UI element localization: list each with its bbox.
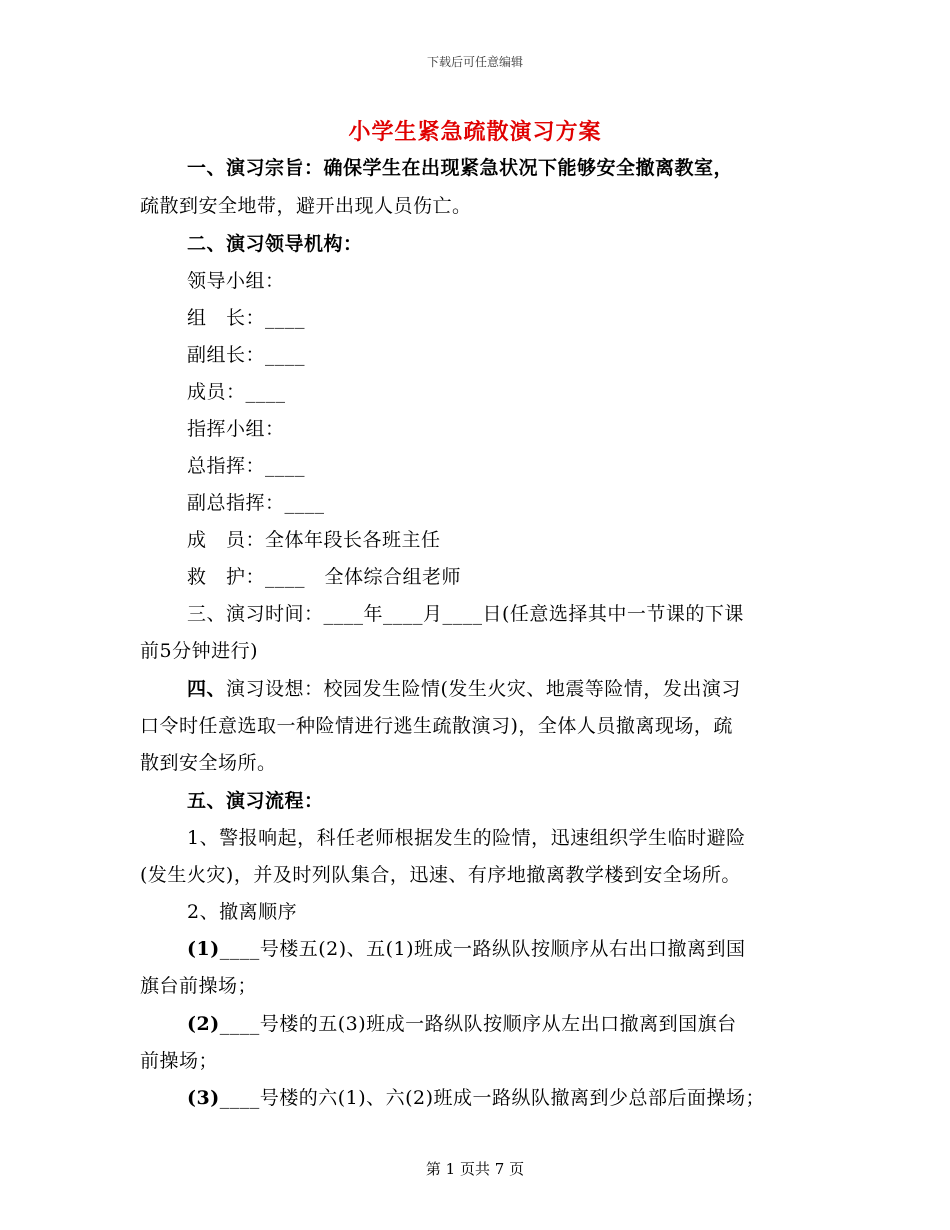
- command-group-label: 指挥小组：: [187, 418, 285, 440]
- document-title: 小学生紧急疏散演习方案: [348, 119, 602, 145]
- section-3-time-cont: 前5分钟进行): [140, 640, 259, 662]
- section-3-time: 三、演习时间：____年____月____日(任意选择其中一节课的下课: [187, 603, 744, 625]
- deputy-commander-line: 副总指挥：____: [187, 492, 325, 514]
- evacuation-item-2: [187, 1010, 867, 1038]
- members-line: 成员：____: [187, 381, 286, 403]
- evacuation-item-2-cont: 前操场；: [140, 1050, 219, 1072]
- section-2-heading: 二、演习领导机构：: [187, 233, 363, 255]
- section-4-scenario-cont-2: 散到安全场所。: [140, 752, 277, 774]
- section-4-scenario-cont-1: 口令时任意选取一种险情进行逃生疏散演习)，全体人员撤离现场，疏: [140, 715, 733, 737]
- process-step-1: 1、警报响起，科任老师根据发生的险情，迅速组织学生临时避险: [187, 827, 746, 849]
- page-footer: 第 1 页共 7 页: [425, 1160, 525, 1178]
- section-4-number: 四、: [187, 678, 227, 700]
- chief-commander-line: 总指挥：____: [187, 455, 306, 477]
- group-leader-line: 组 长：____: [187, 307, 306, 329]
- evacuation-item-3-number: (3): [187, 1087, 220, 1109]
- section-5-heading: 五、演习流程：: [187, 790, 324, 812]
- leadership-group-label: 领导小组：: [187, 270, 285, 292]
- evacuation-item-1-text: ____号楼五(2)、五(1)班成一路纵队按顺序从右出口撤离到国: [219, 938, 746, 960]
- process-step-1-cont: (发生火灾)，并及时列队集合，迅速、有序地撤离教学楼到安全场所。: [140, 864, 741, 886]
- process-step-2: 2、撤离顺序: [187, 901, 298, 923]
- evacuation-item-1-cont: 旗台前操场；: [140, 975, 258, 997]
- section-4-scenario: [187, 675, 867, 703]
- evacuation-item-3-text: ____号楼的六(1)、六(2)班成一路纵队撤离到少总部后面操场；: [219, 1087, 766, 1109]
- evacuation-item-1: [187, 935, 867, 963]
- evacuation-item-2-number: (2): [187, 1013, 220, 1035]
- evacuation-item-1-number: (1): [187, 938, 220, 960]
- section-1-purpose: 一、演习宗旨：确保学生在出现紧急状况下能够安全撤离教室，: [187, 157, 734, 179]
- evacuation-item-3: [187, 1084, 867, 1112]
- header-note: 下载后可任意编辑: [426, 55, 523, 69]
- evacuation-item-2-text: ____号楼的五(3)班成一路纵队按顺序从左出口撤离到国旗台: [219, 1013, 737, 1035]
- section-1-purpose-cont: 疏散到安全地带，避开出现人员伤亡。: [140, 195, 472, 217]
- command-members-line: 成 员：全体年段长各班主任: [187, 529, 441, 551]
- deputy-leader-line: 副组长：____: [187, 344, 306, 366]
- section-4-text: 演习设想：校园发生险情(发生火灾、地震等险情，发出演习: [226, 678, 741, 700]
- rescue-line: 救 护：____ 全体综合组老师: [187, 566, 462, 588]
